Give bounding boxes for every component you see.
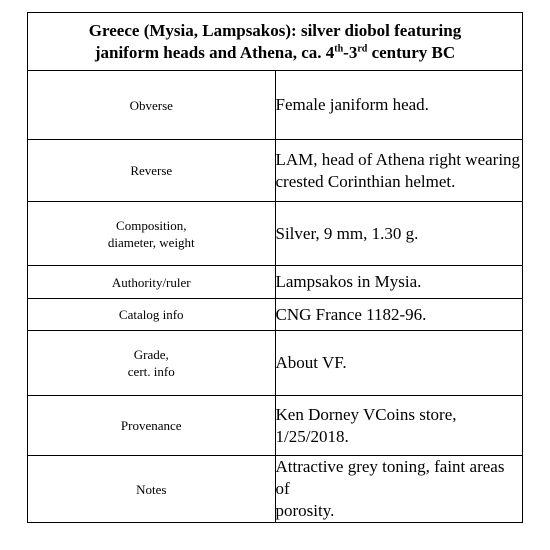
table-row-provenance [28, 396, 523, 456]
reverse-label: Reverse [28, 140, 276, 202]
table-row-catalog [28, 299, 523, 331]
notes-label: Notes [28, 456, 276, 523]
table-row-reverse [28, 140, 523, 202]
catalog-value: CNG France 1182-96. [275, 299, 523, 331]
obverse-value: Female janiform head. [275, 71, 523, 140]
title-sup-th: th [334, 42, 344, 54]
title-line-2-prefix: janiform heads and Athena, ca. 4 [94, 42, 335, 62]
composition-label-line-2: diameter, weight [107, 234, 195, 250]
table-row-authority [28, 266, 523, 299]
table-row-composition [28, 202, 523, 266]
notes-value-line-2: porosity. [275, 501, 335, 520]
composition-value: Silver, 9 mm, 1.30 g. [275, 202, 523, 266]
reverse-value-line-2: crested Corinthian helmet. [275, 171, 456, 191]
reverse-value [275, 140, 523, 202]
grade-label [28, 331, 276, 396]
title-dash: -3 [343, 42, 358, 62]
composition-label-line-1: Composition, [116, 217, 187, 233]
catalog-label: Catalog info [28, 299, 276, 331]
grade-label-line-2: cert. info [127, 364, 175, 379]
title-row [28, 13, 523, 71]
title-line-2-suffix: century BC [367, 42, 456, 62]
table-title [28, 13, 523, 71]
title-sup-rd: rd [357, 42, 368, 54]
grade-value: About VF. [275, 331, 523, 396]
obverse-label: Obverse [28, 71, 276, 140]
grade-label-line-1: Grade, [133, 347, 169, 362]
table-row-grade [28, 331, 523, 396]
title-line-1: Greece (Mysia, Lampsakos): silver diobol featuring [88, 20, 462, 40]
composition-label [28, 202, 276, 266]
notes-value-line-1: Attractive grey toning, faint areas of [275, 457, 505, 498]
authority-label: Authority/ruler [28, 266, 276, 299]
notes-value [275, 456, 523, 523]
coin-info-table [27, 12, 523, 523]
reverse-value-line-1: LAM, head of Athena right wearing [275, 149, 521, 169]
provenance-value: Ken Dorney VCoins store, 1/25/2018. [275, 396, 523, 456]
provenance-label: Provenance [28, 396, 276, 456]
table-row-notes [28, 456, 523, 523]
authority-value: Lampsakos in Mysia. [275, 266, 523, 299]
table-row-obverse [28, 71, 523, 140]
